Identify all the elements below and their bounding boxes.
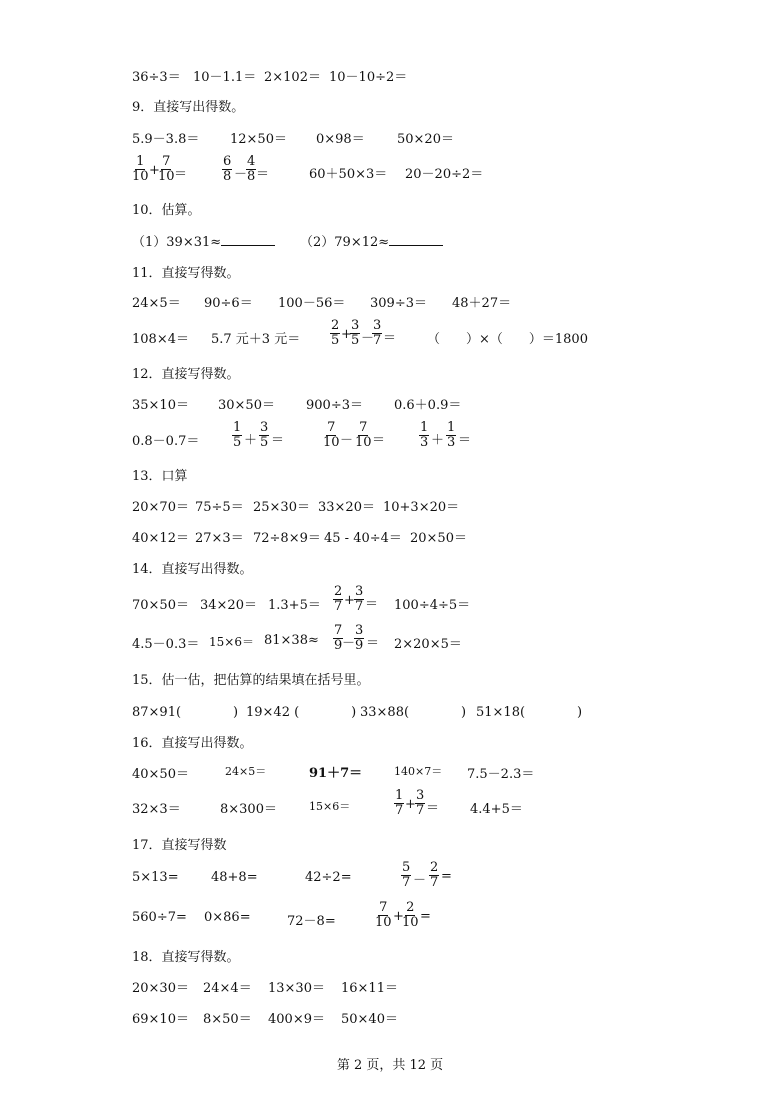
operator: + xyxy=(405,797,416,812)
expr: 20×70＝ xyxy=(132,500,189,515)
operator: ＋ xyxy=(244,433,258,448)
fraction: 1 10 xyxy=(132,154,149,184)
expr: 10－1.1＝ xyxy=(193,70,257,85)
fraction: 2 7 xyxy=(334,584,343,614)
question-title: 13．口算 xyxy=(132,469,188,484)
fraction: 7 10 xyxy=(355,420,372,450)
expr: 13×30＝ xyxy=(268,981,325,996)
equals: ＝ xyxy=(426,801,440,816)
expr: 50×40＝ xyxy=(341,1012,398,1027)
fraction: 5 7 xyxy=(402,860,411,890)
question-title: 17．直接写得数 xyxy=(132,838,227,853)
expr: 1.3+5＝ xyxy=(268,598,321,613)
expr: 33×88( ) xyxy=(360,705,467,720)
expr: 90÷6＝ xyxy=(204,296,253,311)
expr: 4.5－0.3＝ xyxy=(132,637,200,652)
operator: ＋ xyxy=(431,433,445,448)
fraction: 7 10 xyxy=(158,154,175,184)
equals: ＝ xyxy=(365,597,379,612)
fraction: 3 7 xyxy=(416,788,425,818)
expr: 108×4＝ xyxy=(132,332,189,347)
expr: 33×20＝ xyxy=(318,500,375,515)
fraction: 1 3 xyxy=(447,420,456,450)
fraction: 1 7 xyxy=(395,788,404,818)
answer-blank[interactable] xyxy=(221,233,275,246)
expr: 35×10＝ xyxy=(132,398,189,413)
fraction: 7 10 xyxy=(323,420,340,450)
expr: 560÷7= xyxy=(132,910,187,925)
expr: 27×3＝ xyxy=(195,531,244,546)
fraction: 2 10 xyxy=(402,900,419,930)
expr: 60＋50×3＝ xyxy=(309,167,388,182)
expr: 32×3＝ xyxy=(132,802,181,817)
expr: 2×102＝ xyxy=(264,70,321,85)
equals: = xyxy=(420,909,431,924)
operator: + xyxy=(341,327,352,342)
expr: 5.9－3.8＝ xyxy=(132,132,200,147)
equals: ＝ xyxy=(383,331,397,346)
expr: 36÷3＝ xyxy=(132,70,181,85)
fraction: 1 3 xyxy=(420,420,429,450)
equals: ＝ xyxy=(458,433,472,448)
expr: 10+3×20＝ xyxy=(383,500,460,515)
expr: 24×5＝ xyxy=(225,765,267,778)
expr: 4.4+5＝ xyxy=(470,802,523,817)
expr: 7.5－2.3＝ xyxy=(467,767,535,782)
expr: 20×50＝ xyxy=(410,531,467,546)
equals: ＝ xyxy=(256,167,270,182)
expr: 45 - 40÷4＝ xyxy=(324,531,402,546)
expr: 5.7 元＋3 元＝ xyxy=(211,332,301,347)
expr: 400×9＝ xyxy=(268,1012,325,1027)
fraction: 3 7 xyxy=(373,318,382,348)
question-title: 15．估一估，把估算的结果填在括号里。 xyxy=(132,673,370,688)
expr: 19×42 ( ) xyxy=(246,705,357,720)
expr: （ ）×（ ）＝1800 xyxy=(427,332,588,347)
equals: ＝ xyxy=(366,636,380,651)
operator: + xyxy=(344,593,355,608)
equals: = xyxy=(441,869,452,884)
equals: ＝ xyxy=(174,167,188,182)
fraction: 3 9 xyxy=(355,623,364,653)
expr: 5×13= xyxy=(132,870,179,885)
expr: 40×50＝ xyxy=(132,767,189,782)
answer-blank[interactable] xyxy=(389,233,443,246)
expr: 0.8－0.7＝ xyxy=(132,434,200,449)
expr: 24×5＝ xyxy=(132,296,181,311)
operator: + xyxy=(393,909,404,924)
expr: 140×7＝ xyxy=(394,765,443,778)
expr: 91＋7＝ xyxy=(309,766,363,781)
fraction: 7 9 xyxy=(334,623,343,653)
expr: 20－20÷2＝ xyxy=(405,167,484,182)
question-title: 16．直接写出得数。 xyxy=(132,736,253,751)
expr: 8×300＝ xyxy=(220,802,277,817)
question-title: 10．估算。 xyxy=(132,203,201,218)
expr: 0×98＝ xyxy=(316,132,365,147)
expr: 100÷4÷5＝ xyxy=(394,598,471,613)
operator: － xyxy=(234,167,248,182)
fraction: 4 8 xyxy=(247,154,256,184)
expr: 0×86= xyxy=(204,910,251,925)
question-title: 9．直接写出得数。 xyxy=(132,100,245,115)
expr: 72－8= xyxy=(287,914,336,929)
expr: 69×10＝ xyxy=(132,1012,189,1027)
question-title: 18．直接写得数。 xyxy=(132,950,240,965)
expr: 25×30＝ xyxy=(253,500,310,515)
expr: 34×20＝ xyxy=(200,598,257,613)
expr: 8×50＝ xyxy=(203,1012,252,1027)
fraction: 3 5 xyxy=(260,420,269,450)
expr: 72÷8×9＝ xyxy=(253,531,321,546)
expr: 10－10÷2＝ xyxy=(329,70,408,85)
operator: + xyxy=(149,163,160,178)
expr: 70×50＝ xyxy=(132,598,189,613)
fraction: 2 7 xyxy=(430,860,439,890)
expr: 2×20×5＝ xyxy=(394,637,462,652)
estimate-1: （1）39×31≈ xyxy=(132,231,275,250)
question-title: 14．直接写出得数。 xyxy=(132,562,253,577)
fraction: 3 7 xyxy=(355,584,364,614)
expr: 20×30＝ xyxy=(132,981,189,996)
question-title: 11．直接写得数。 xyxy=(132,266,240,281)
expr: 40×12＝ xyxy=(132,531,189,546)
expr: 30×50＝ xyxy=(218,398,275,413)
fraction: 3 5 xyxy=(351,318,360,348)
expr: 50×20＝ xyxy=(397,132,454,147)
expr: 87×91( ) xyxy=(132,705,239,720)
equals: ＝ xyxy=(372,433,386,448)
expr: 81×38≈ xyxy=(264,633,319,648)
expr: 15×6＝ xyxy=(309,800,351,813)
expr: 24×4＝ xyxy=(203,981,252,996)
expr: 51×18( ) xyxy=(476,705,583,720)
expr: 15×6＝ xyxy=(209,635,254,649)
operator: － xyxy=(361,331,375,346)
fraction: 6 8 xyxy=(223,154,232,184)
question-title: 12．直接写得数。 xyxy=(132,367,240,382)
estimate-2: （2）79×12≈ xyxy=(300,231,443,250)
expr: 16×11＝ xyxy=(341,981,398,996)
expr: 12×50＝ xyxy=(230,132,287,147)
expr: 0.6＋0.9＝ xyxy=(394,398,462,413)
operator: － xyxy=(413,873,427,888)
equals: ＝ xyxy=(271,433,285,448)
expr: 48+8= xyxy=(211,870,258,885)
fraction: 2 5 xyxy=(331,318,340,348)
expr: 900÷3＝ xyxy=(306,398,363,413)
operator: － xyxy=(342,636,356,651)
expr: 42÷2= xyxy=(305,870,352,885)
fraction: 1 5 xyxy=(233,420,242,450)
expr: 48＋27＝ xyxy=(452,296,512,311)
page-footer: 第 2 页，共 12 页 xyxy=(336,1058,444,1073)
expr: 75÷5＝ xyxy=(195,500,244,515)
expr: 100－56＝ xyxy=(278,296,346,311)
fraction: 7 10 xyxy=(375,900,392,930)
expr: 309÷3＝ xyxy=(370,296,427,311)
operator: － xyxy=(340,433,354,448)
